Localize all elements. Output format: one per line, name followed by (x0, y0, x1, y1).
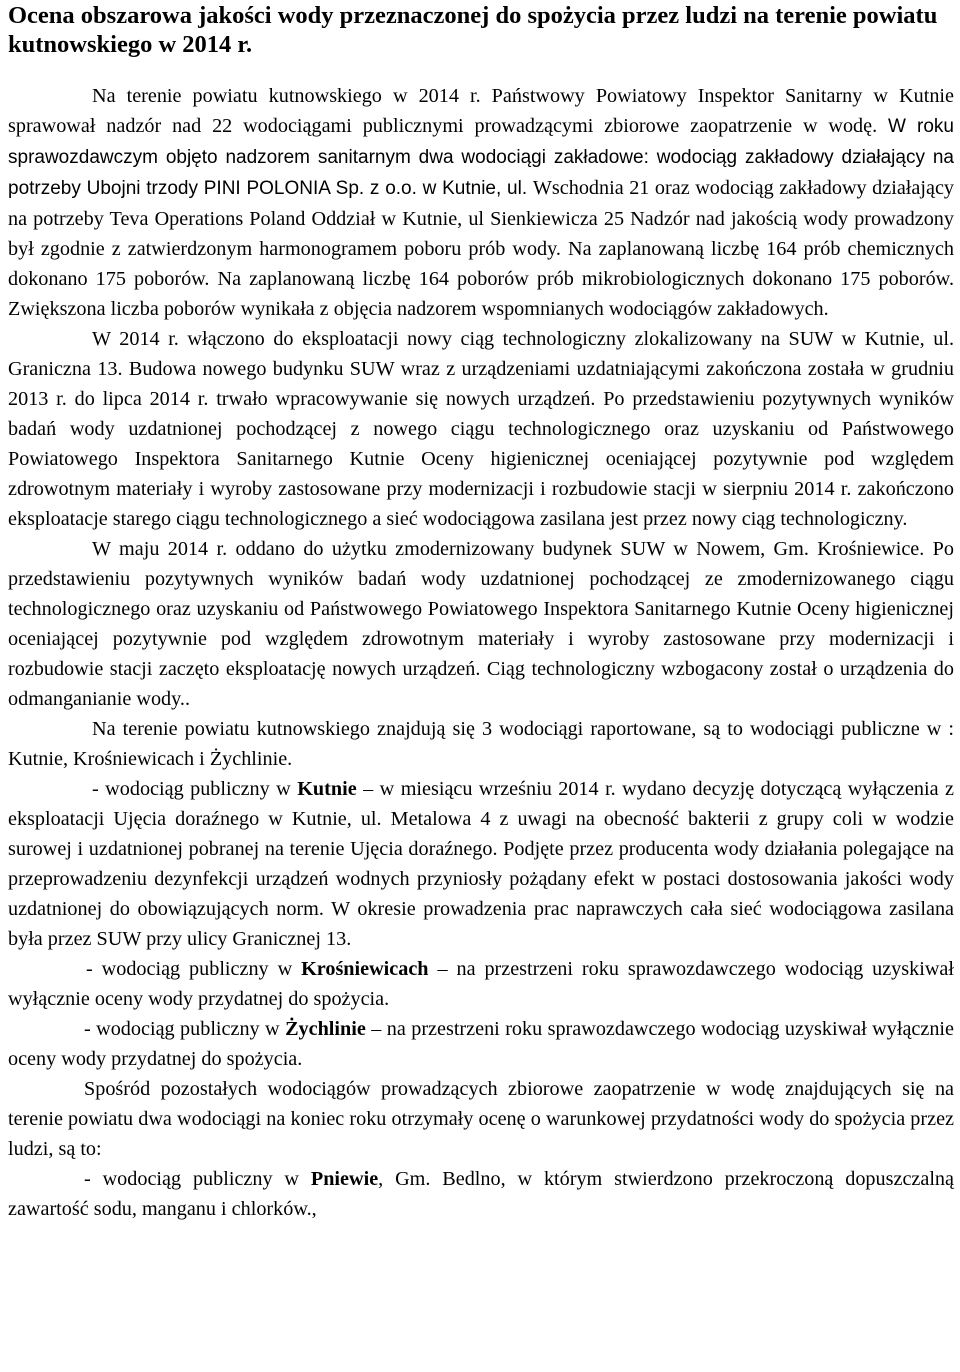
kutno-text: – w miesiącu wrześniu 2014 r. wydano decyzję dotyczącą wyłączenia z eksploatacji Ujęcia doraźnego w Kutnie, ul. Metalowa 4 z uwagi na obecność bakterii z grupy coli w wodzie surowej i uzdatnionej pobranej na terenie Ujęcia doraźnego. Podjęte przez producenta wody działania polegające na przeprowadzeniu dezynfekcji urządzeń wodnych przyniosły pożądany efekt w postaci dostosowania jakości wody uzdatnionej do obowiązujących norm. W okresie prowadzenia prac naprawczych cała sieć wodociągowa zasilana była przez SUW przy ulicy Granicznej 13. (8, 778, 954, 950)
document-title: Ocena obszarowa jakości wody przeznaczonej do spożycia przez ludzi na terenie powiatu kutnowskiego w 2014 r. (8, 2, 938, 58)
paragraph-zychlin-waterworks (8, 1014, 954, 1074)
document-page (0, 1, 960, 1224)
paragraph-krosniewice-waterworks (8, 954, 954, 1014)
pniewo-name: Pniewie (310, 1168, 379, 1190)
krosniewice-text: – na przestrzeni roku sprawozdawczego wodociąg uzyskiwał wyłącznie oceny wody przydatnej do spożycia. (8, 958, 954, 1010)
paragraph-kutno-waterworks (8, 774, 954, 954)
paragraph-kutno-suw: W 2014 r. włączono do eksploatacji nowy ciąg technologiczny zlokalizowany na SUW w Kutnie, ul. Graniczna 13. Budowa nowego budynku SUW wraz z urządzeniami uzdatniającymi zakończona została w grudniu 2013 r. do lipca 2014 r. trwało wpracowywanie się nowych urządzeń. Po przedstawieniu pozytywnych wyników badań wody uzdatnionej pochodzącej z nowego ciągu technologicznego oraz uzyskaniu od Państwowego Powiatowego Inspektora Sanitarnego Kutnie Oceny higienicznej oceniającej pozytywnie pod względem zdrowotnym materiały i wyroby zastosowane przy modernizacji i rozbudowie stacji w sierpniu 2014 r. zakończono eksploatacje starego ciągu technologicznego a sieć wodociągowa zasilana jest przez nowy ciąg technologiczny. (8, 328, 954, 530)
paragraph-pniewo-waterworks (8, 1164, 954, 1224)
paragraph-supervision-part-a: Na terenie powiatu kutnowskiego w 2014 r. Państwowy Powiatowy Inspektor Sanitarny w Kutnie sprawował nadzór nad 22 wodociągami publicznymi prowadzącymi zbiorowe zaopatrzenie w wodę. (8, 85, 954, 137)
kutno-name: Kutnie (297, 778, 357, 800)
zychlin-prefix: - wodociąg publiczny w (84, 1018, 286, 1040)
paragraph-nowe-suw: W maju 2014 r. oddano do użytku zmodernizowany budynek SUW w Nowem, Gm. Krośniewice. Po przedstawieniu pozytywnych wyników badań wody uzdatnionej pochodzącej ze zmodernizowanego ciągu technologicznego oraz uzyskaniu od Państwowego Powiatowego Inspektora Sanitarnego Kutnie Oceny higienicznej oceniającej pozytywnie pod względem zdrowotnym materiały i wyroby zastosowane przy modernizacji i rozbudowie stacji zaczęto eksploatację nowych urządzeń. Ciąg technologiczny wzbogacony został o urządzenia do odmanganianie wody.. (8, 538, 954, 710)
paragraph-supervision-part-b: W roku sprawozdawczym objęto nadzorem sanitarnym dwa wodociągi zakładowe: wodociąg zakładowy działający na potrzeby Ubojni trzody PINI POLONIA Sp. z o.o. w Kutnie, ul. (8, 116, 954, 199)
pniewo-prefix: - wodociąg publiczny w (84, 1168, 311, 1190)
paragraph-supervision-part-c: Wschodnia 21 oraz wodociąg zakładowy działający na potrzeby Teva Operations Poland Oddział w Kutnie, ul Sienkiewicza 25 Nadzór nad jakością wody prowadzony był zgodnie z zatwierdzonym harmonogramem poboru prób wody. Na zaplanowaną liczbę 164 prób chemicznych dokonano 175 poborów. Na zaplanowaną liczbę 164 poborów prób mikrobiologicznych dokonano 175 poborów. Zwiększona liczba poborów wynikała z objęcia nadzorem wspomnianych wodociągów zakładowych. (8, 177, 954, 320)
kutno-prefix: - wodociąg publiczny w (92, 778, 298, 800)
zychlin-name: Żychlinie (285, 1018, 366, 1040)
zychlin-text: – na przestrzeni roku sprawozdawczego wodociąg uzyskiwał wyłącznie oceny wody przydatnej do spożycia. (8, 1018, 954, 1070)
paragraph-supervision (8, 81, 954, 324)
pniewo-text: , Gm. Bedlno, w którym stwierdzono przekroczoną dopuszczalną zawartość sodu, manganu i chlorków., (8, 1168, 954, 1220)
krosniewice-name: Krośniewicach (301, 958, 429, 980)
paragraph-conditional-quality: Spośród pozostałych wodociągów prowadzących zbiorowe zaopatrzenie w wodę znajdujących się na terenie powiatu dwa wodociągi na koniec roku otrzymały ocenę o warunkowej przydatności wody do spożycia przez ludzi, są to: (8, 1078, 954, 1160)
paragraph-reported-waterworks: Na terenie powiatu kutnowskiego znajdują się 3 wodociągi raportowane, są to wodociągi publiczne w : Kutnie, Krośniewicach i Żychlinie. (8, 718, 954, 770)
krosniewice-prefix: - wodociąg publiczny w (86, 958, 302, 980)
